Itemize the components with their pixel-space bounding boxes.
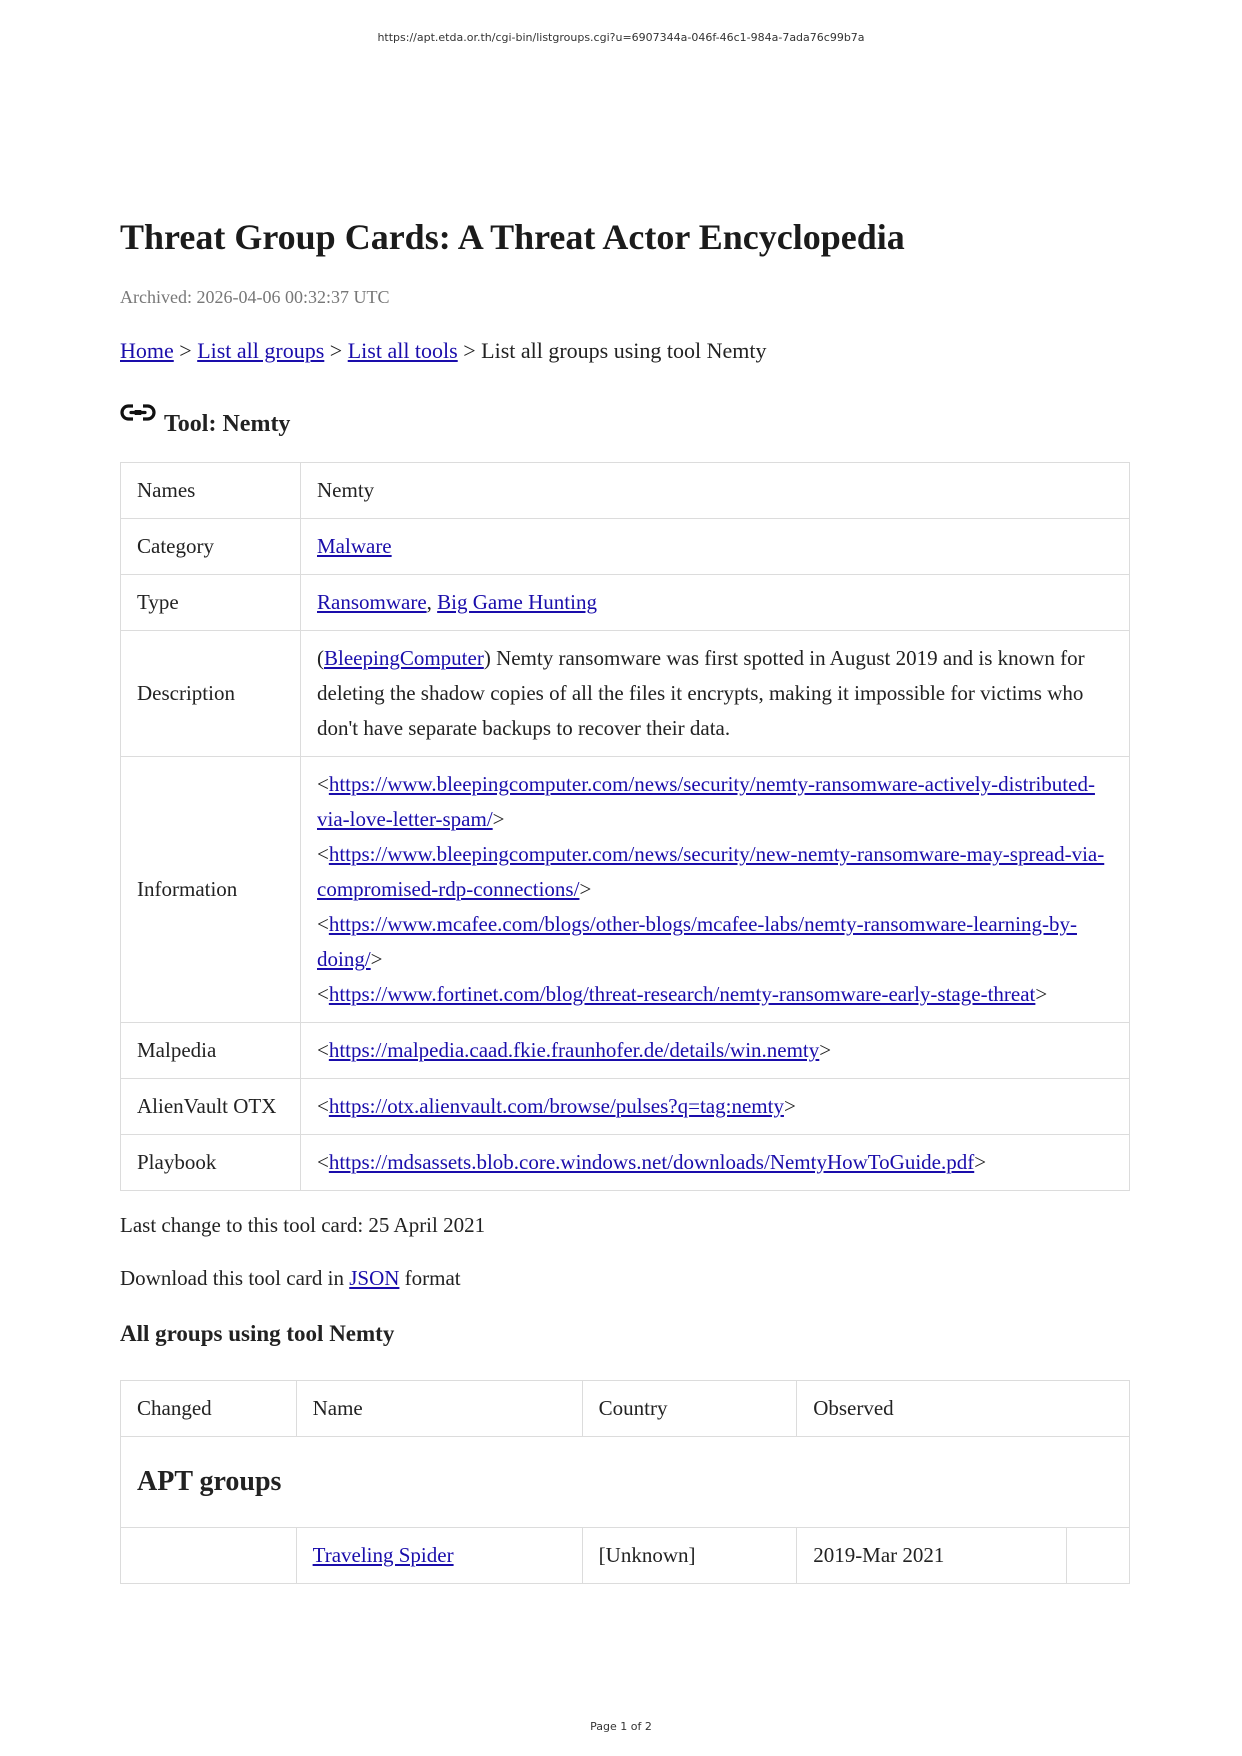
row-label: Type: [121, 575, 301, 631]
breadcrumb-list-groups-link[interactable]: List all groups: [197, 338, 325, 363]
breadcrumb-separator: >: [324, 338, 348, 363]
lt: <: [317, 982, 329, 1006]
tool-heading: [120, 400, 1130, 438]
groups-header-row: [121, 1381, 1130, 1437]
type-big-game-hunting-link[interactable]: Big Game Hunting: [437, 590, 597, 614]
type-ransomware-link[interactable]: Ransomware: [317, 590, 427, 614]
row-label: Playbook: [121, 1135, 301, 1191]
column-header-observed: Observed: [797, 1381, 1130, 1437]
table-row: [121, 1528, 1130, 1584]
lt: <: [317, 842, 329, 866]
gt: >: [492, 807, 505, 831]
description-text: Nemty ransomware was first spotted in August 2019 and is known for deleting the shadow copies of all the files it encrypts, making it impossible for victims who don't have separate backups to recover their data.: [317, 646, 1085, 740]
tool-title: Tool: Nemty: [164, 411, 291, 437]
table-row-description: [121, 631, 1130, 757]
row-label: Names: [121, 463, 301, 519]
breadcrumb-separator: >: [457, 338, 482, 363]
malpedia-link[interactable]: https://malpedia.caad.fkie.fraunhofer.de/details/win.nemty: [328, 1038, 820, 1062]
alienvault-link[interactable]: https://otx.alienvault.com/browse/pulses?q=tag:nemty: [328, 1094, 784, 1118]
alienvault-cell: [301, 1079, 1130, 1135]
table-row-information: [121, 757, 1130, 1023]
category-malware-link[interactable]: Malware: [317, 534, 392, 558]
row-label: Malpedia: [121, 1023, 301, 1079]
page-title: Threat Group Cards: A Threat Actor Encyclopedia: [120, 217, 905, 257]
lt: <: [317, 1038, 329, 1062]
row-label: Description: [121, 631, 301, 757]
last-change-text: Last change to this tool card: 25 April 2021: [120, 1213, 486, 1237]
download-suffix: format: [399, 1266, 461, 1290]
info-link-item: [317, 767, 1113, 837]
gt: >: [974, 1150, 987, 1174]
gt: >: [1035, 982, 1048, 1006]
paren-close: ): [483, 646, 491, 670]
groups-heading: All groups using tool Nemty: [120, 1321, 395, 1346]
archived-timestamp: Archived: 2026-04-06 00:32:37 UTC: [120, 287, 390, 307]
playbook-link[interactable]: https://mdsassets.blob.core.windows.net/downloads/NemtyHowToGuide.pdf: [328, 1150, 975, 1174]
breadcrumb-separator: >: [173, 338, 198, 363]
cell-name: [296, 1528, 582, 1584]
tool-card-table: [120, 462, 1130, 1191]
info-link-item: [317, 837, 1113, 907]
gt: >: [579, 877, 592, 901]
breadcrumb: [120, 338, 1130, 364]
table-row-names: [121, 463, 1130, 519]
tool-names-value: Nemty: [301, 463, 1130, 519]
type-separator: ,: [426, 590, 438, 614]
cell-extra: [1067, 1528, 1130, 1584]
description-cell: [301, 631, 1130, 757]
column-header-changed: Changed: [121, 1381, 297, 1437]
source-bleepingcomputer-link[interactable]: BleepingComputer: [324, 646, 484, 670]
table-row-alienvault: [121, 1079, 1130, 1135]
info-link[interactable]: https://www.fortinet.com/blog/threat-research/nemty-ransomware-early-stage-threat: [328, 982, 1036, 1006]
breadcrumb-current: List all groups using tool Nemty: [481, 338, 767, 363]
link-icon: [120, 400, 156, 428]
column-header-name: Name: [296, 1381, 582, 1437]
info-link[interactable]: https://www.bleepingcomputer.com/news/security/nemty-ransomware-actively-distributed-via-love-letter-spam/: [317, 772, 1095, 831]
information-cell: [301, 757, 1130, 1023]
row-label: AlienVault OTX: [121, 1079, 301, 1135]
download-prefix: Download this tool card in: [120, 1266, 350, 1290]
group-traveling-spider-link[interactable]: Traveling Spider: [312, 1543, 454, 1567]
lt: <: [317, 1150, 329, 1174]
breadcrumb-list-tools-link[interactable]: List all tools: [347, 338, 458, 363]
table-row-malpedia: [121, 1023, 1130, 1079]
info-link-item: [317, 907, 1113, 977]
info-link[interactable]: https://www.mcafee.com/blogs/other-blogs/mcafee-labs/nemty-ransomware-learning-by-doing/: [317, 912, 1077, 971]
print-url-header: https://apt.etda.or.th/cgi-bin/listgroups.cgi?u=6907344a-046f-46c1-984a-7ada76c99b7a: [377, 31, 865, 44]
download-line: [120, 1266, 1130, 1291]
column-header-country: Country: [582, 1381, 797, 1437]
info-link[interactable]: https://www.bleepingcomputer.com/news/security/new-nemty-ransomware-may-spread-via-compromised-rdp-connections/: [317, 842, 1105, 901]
page-footer: Page 1 of 2: [590, 1720, 652, 1733]
row-label: Information: [121, 757, 301, 1023]
page-content: [120, 210, 1130, 1584]
cell-country: [Unknown]: [582, 1528, 797, 1584]
download-json-link[interactable]: JSON: [349, 1266, 400, 1290]
malpedia-cell: [301, 1023, 1130, 1079]
lt: <: [317, 772, 329, 796]
gt: >: [370, 947, 383, 971]
cell-changed: [121, 1528, 297, 1584]
section-heading-apt-groups: APT groups: [121, 1437, 1130, 1528]
info-link-item: [317, 977, 1113, 1012]
category-cell: [301, 519, 1130, 575]
gt: >: [783, 1094, 796, 1118]
table-row-playbook: [121, 1135, 1130, 1191]
cell-observed: 2019-Mar 2021: [797, 1528, 1067, 1584]
table-row-category: [121, 519, 1130, 575]
table-row-type: [121, 575, 1130, 631]
gt: >: [819, 1038, 832, 1062]
row-label: Category: [121, 519, 301, 575]
groups-table: [120, 1380, 1130, 1584]
playbook-cell: [301, 1135, 1130, 1191]
type-cell: [301, 575, 1130, 631]
lt: <: [317, 1094, 329, 1118]
groups-section-row: [121, 1437, 1130, 1528]
paren-open: (: [317, 646, 324, 670]
lt: <: [317, 912, 329, 936]
breadcrumb-home-link[interactable]: Home: [120, 338, 174, 363]
